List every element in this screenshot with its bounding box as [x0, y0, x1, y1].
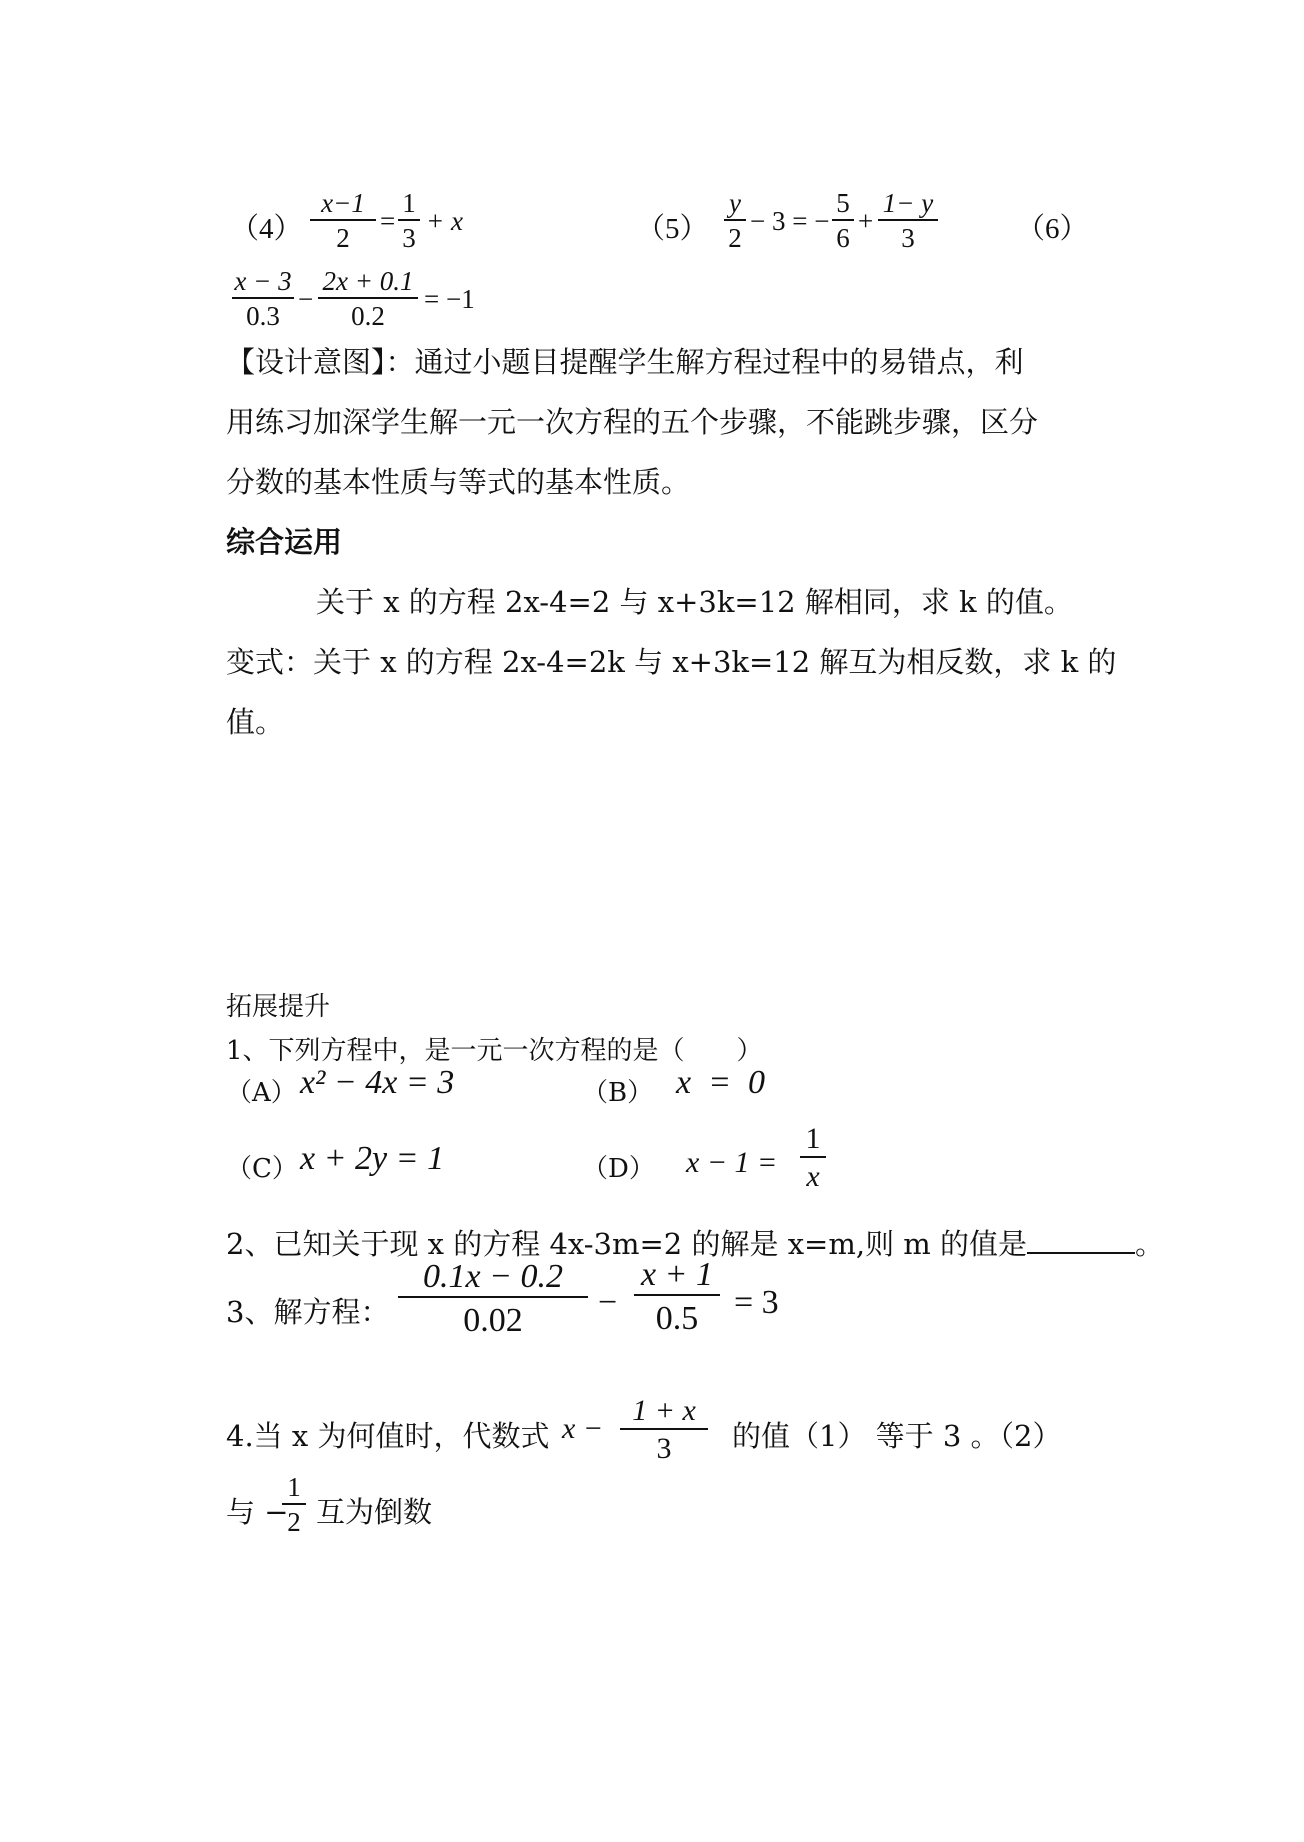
question-1: 1、下列方程中，是一元一次方程的是（ ） [226, 1036, 763, 1066]
comprehensive-heading: 综合运用 [226, 525, 343, 559]
question-4-line2-suffix: 互为倒数 [316, 1495, 433, 1529]
option-d-label: （D） [582, 1154, 655, 1184]
extension-heading: 拓展提升 [226, 992, 331, 1022]
item6-label: （6） [1016, 213, 1089, 245]
item6-fraction-1: x − 3 0.3 [232, 266, 294, 332]
option-c-label: （C） [226, 1154, 298, 1184]
design-intent-line-2: 用练习加深学生解一元一次方程的五个步骤，不能跳步骤，区分 [226, 405, 1039, 439]
question-3-fraction-2: x + 1 0.5 [634, 1256, 720, 1338]
question-4-fraction: 1 + x 3 [620, 1394, 708, 1466]
item4-fraction: x−1 2 [310, 188, 376, 254]
item6-fraction-2: 2x + 0.1 0.2 [318, 266, 418, 332]
item5-label: （5） [636, 213, 709, 245]
comprehensive-problem: 关于 x 的方程 2x-4=2 与 x+3k=12 解相同，求 k 的值。 [316, 585, 1073, 619]
question-4-prefix: 4.当 x 为何值时，代数式 [226, 1419, 550, 1453]
comprehensive-variant-line-2: 值。 [226, 705, 285, 739]
option-a-expr: x² − 4x = 3 [300, 1064, 455, 1101]
answer-blank [1027, 1228, 1135, 1254]
question-4-line2-prefix: 与 − [226, 1495, 289, 1529]
item5-fraction-3: 1− y 3 [878, 188, 938, 254]
comprehensive-variant-line-1: 变式：关于 x 的方程 2x-4=2k 与 x+3k=12 解互为相反数，求 k 的 [226, 645, 1117, 679]
question-4-line2-fraction: 1 2 [282, 1472, 306, 1538]
design-intent-line-3: 分数的基本性质与等式的基本性质。 [226, 465, 691, 499]
option-b-expr: x = 0 [676, 1064, 766, 1101]
option-b-label: （B） [582, 1078, 654, 1108]
option-d-fraction: 1 x [800, 1122, 826, 1194]
option-a-label: （A） [226, 1078, 297, 1108]
design-intent-line-1: 【设计意图】：通过小题目提醒学生解方程过程中的易错点，利 [226, 345, 1024, 379]
item5-fraction-1: y 2 [724, 188, 746, 254]
item4-rhs-fraction: 1 3 [398, 188, 420, 254]
option-d-lhs: x − 1 = [686, 1146, 778, 1179]
question-4-suffix: 的值（1） 等于 3 。（2） [732, 1419, 1062, 1453]
question-3-label: 3、解方程： [226, 1295, 390, 1329]
question-3-fraction-1: 0.1x − 0.2 0.02 [398, 1256, 588, 1340]
item5-fraction-2: 5 6 [832, 188, 854, 254]
question-2: 2、已知关于现 x 的方程 4x-3m=2 的解是 x=m,则 m 的值是 。 [226, 1227, 1165, 1261]
option-c-expr: x + 2y = 1 [300, 1140, 445, 1177]
item4-label: （4） [230, 213, 303, 245]
